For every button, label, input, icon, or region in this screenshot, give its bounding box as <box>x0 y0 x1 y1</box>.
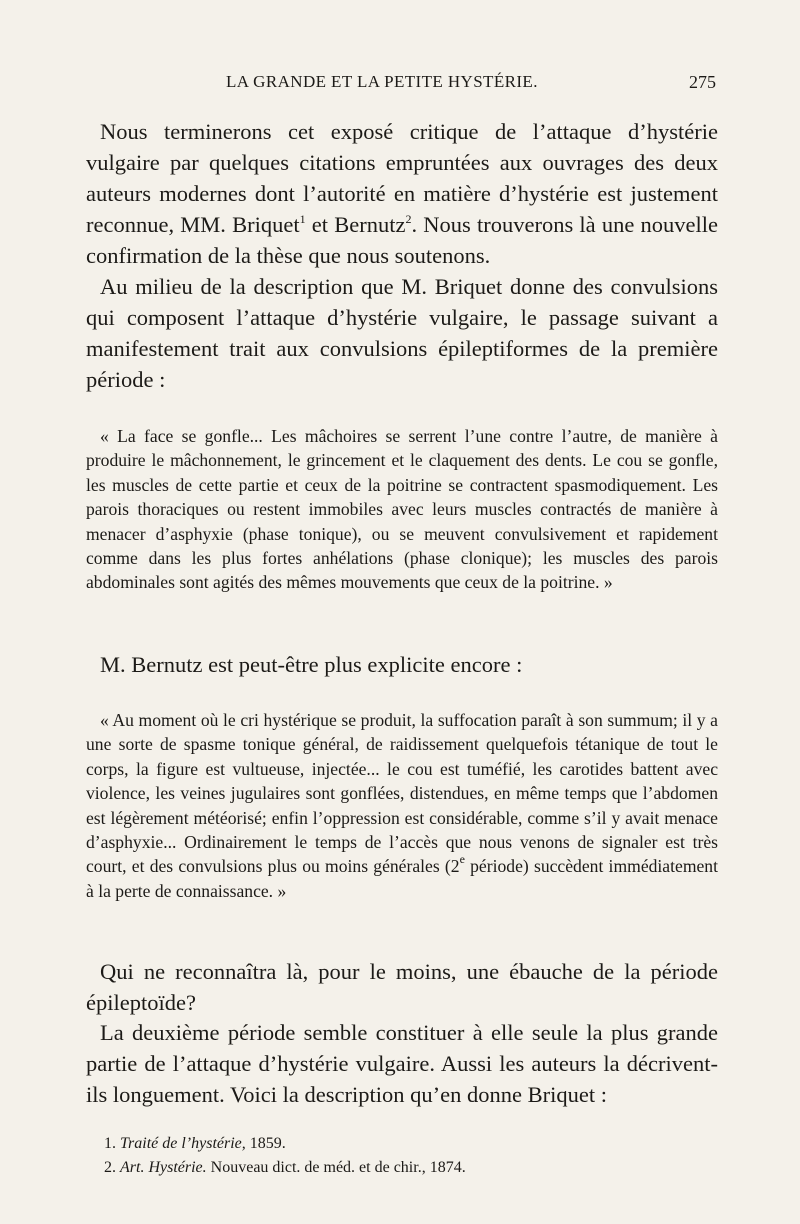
footnote-number: 2. <box>104 1159 116 1176</box>
footnote-1 <box>104 1132 704 1156</box>
quotation-briquet <box>86 424 718 595</box>
footnote-title: Art. Hystérie. <box>120 1159 207 1176</box>
paragraph-text: La deuxième période semble constituer à elle seule la plus grande partie de l’attaque d’hystérie vulgaire. Aussi les auteurs la décrivent-ils longuement. Voici la description qu’en donne Briquet : <box>86 1020 718 1107</box>
paragraph-briquet-intro <box>86 271 718 395</box>
paragraph-text: Nous terminerons cet exposé critique de l’attaque d’hystérie vulgaire par quelques citations empruntées aux ouvrages des deux auteurs modernes dont l’autorité en matière d’hystérie est justement reconnue, MM. Briquet <box>86 119 718 237</box>
footnote-ref: 1 <box>299 212 306 226</box>
paragraph-text: Qui ne reconnaîtra là, pour le moins, une ébauche de la période épileptoïde? <box>86 959 718 1015</box>
footnote-ref: 2 <box>405 212 412 226</box>
quotation-text: période) succèdent immédiatement à la perte de connaissance. » <box>86 856 718 901</box>
quotation-bernutz <box>86 708 718 903</box>
page-header <box>100 72 716 98</box>
paragraph-intro <box>86 116 718 271</box>
paragraph-text: Au milieu de la description que M. Briquet donne des convulsions qui composent l’attaque d’hystérie vulgaire, le passage suivant a manifestement trait aux convulsions épileptiformes de la première période : <box>86 274 718 392</box>
footnote-text: 1859. <box>245 1135 286 1152</box>
quotation-text: « La face se gonfle... Les mâchoires se serrent l’une contre l’autre, de manière à produire le mâchonnement, le grincement et le claquement des dents. Le cou se gonfle, les muscles de cette partie et ceux de la poitrine se contractent spasmodiquement. Les parois thoraciques ou restent immobiles avec leurs muscles contractés de manière à menacer d’asphyxie (phase tonique), ou se meuvent convulsivement et rapidement comme dans les plus fortes anhélations (phase clonique); les muscles des parois abdominales sont agités des mêmes mouvements que ceux de la poitrine. » <box>86 426 718 593</box>
footnote-2 <box>104 1156 704 1180</box>
paragraph-text: . Nous trouverons là une nouvelle confirmation de la thèse que nous soutenons. <box>86 212 718 268</box>
paragraph-bernutz-intro <box>86 649 718 680</box>
paragraph-text: M. Bernutz est peut-être plus explicite encore : <box>100 652 523 677</box>
paragraph-text: et Bernutz <box>305 212 406 237</box>
footnote-title: Traité de l’hystérie, <box>120 1135 246 1152</box>
paragraph-question <box>86 956 718 1018</box>
paragraph-second-period <box>86 1017 718 1110</box>
footnotes <box>104 1132 704 1180</box>
page-number: 275 <box>689 72 716 92</box>
footnote-text: Nouveau dict. de méd. et de chir., 1874. <box>206 1159 466 1176</box>
footnote-number: 1. <box>104 1135 116 1152</box>
running-title: LA GRANDE ET LA PETITE HYSTÉRIE. <box>226 72 538 91</box>
superscript: e <box>459 852 465 867</box>
quotation-text: « Au moment où le cri hystérique se produit, la suffocation paraît à son summum; il y a une sorte de spasme tonique général, de raidissement quelquefois tétanique de tout le corps, la figure est vultueuse, injectée... le cou est tuméfié, les carotides battent avec violence, les veines jugulaires sont gonflées, distendues, en même temps que l’abdomen est légèrement météorisé; enfin l’oppression est considérable, comme s’il y avait menace d’asphyxie... Ordinairement le temps de l’accès que nous venons de signaler est très court, et des convulsions plus ou moins générales (2 <box>86 710 718 877</box>
